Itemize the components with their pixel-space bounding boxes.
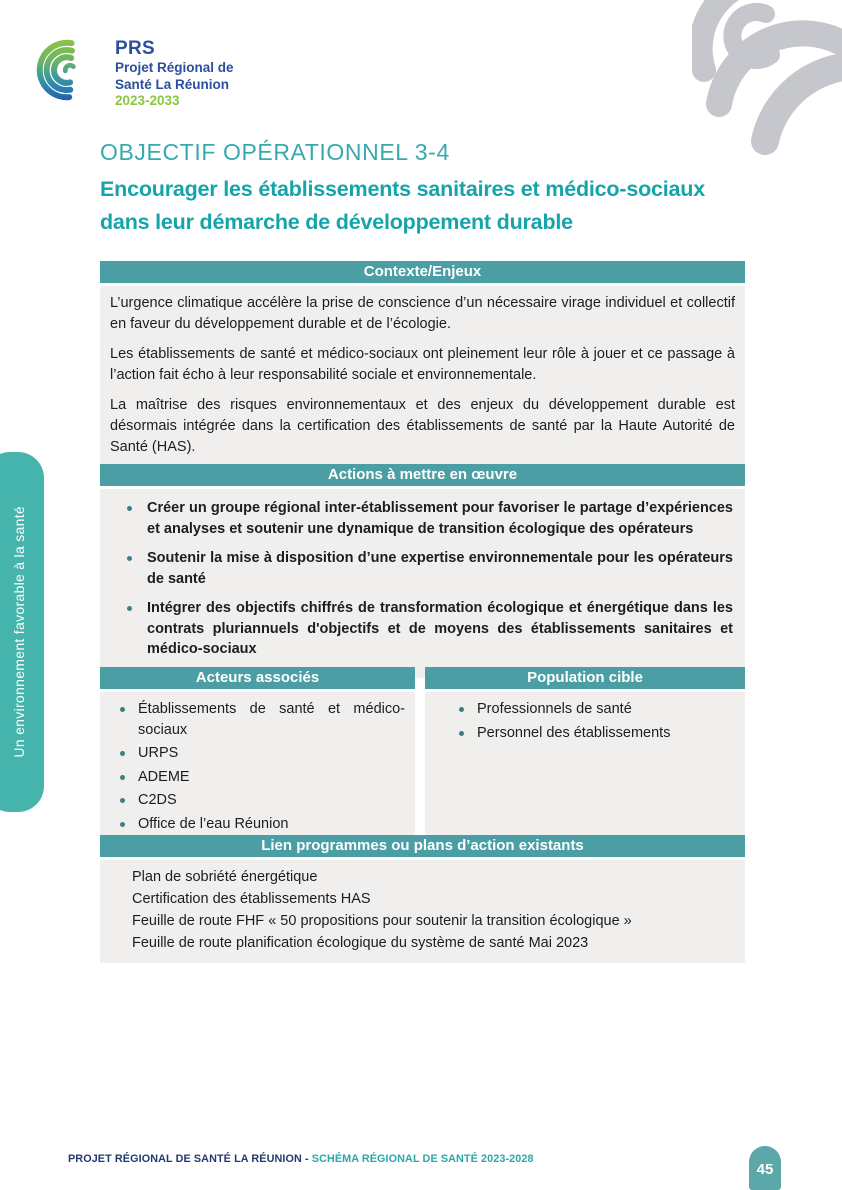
bullet-icon <box>127 506 132 511</box>
list-item <box>108 814 405 835</box>
page-title-line1: Encourager les établissements sanitaires et médico-sociaux <box>100 177 705 201</box>
section-population-cible <box>425 667 745 845</box>
list-item: Plan de sobriété énergétique <box>132 869 318 885</box>
sidebar-theme-label: Un environnement favorable à la santé <box>11 506 27 758</box>
list-item <box>108 743 405 764</box>
section-header: Lien programmes ou plans d’action existants <box>100 835 745 857</box>
bullet-icon <box>120 751 125 756</box>
logo-years: 2023-2033 <box>115 93 180 109</box>
list-item <box>108 767 405 788</box>
page-number: 45 <box>756 1161 774 1178</box>
section-liens-programmes <box>100 835 745 963</box>
decorative-swirl-icon <box>692 0 842 170</box>
section-header: Actions à mettre en œuvre <box>100 464 745 486</box>
page-number-badge <box>749 1146 781 1190</box>
bullet-icon <box>120 798 125 803</box>
section-header: Population cible <box>425 667 745 689</box>
sidebar-theme-tab <box>0 452 44 812</box>
two-column-row <box>100 667 745 845</box>
prs-logo <box>30 30 234 110</box>
bullet-icon <box>459 731 464 736</box>
section-header: Contexte/Enjeux <box>100 261 745 283</box>
section-body <box>100 860 745 963</box>
list-item-text: Professionnels de santé <box>477 701 632 717</box>
list-item: L’urgence climatique accélère la prise de conscience d’un nécessaire virage individuel et collectif en faveur du développement durable et de l’écologie. <box>110 295 735 332</box>
logo-line2: Santé La Réunion <box>115 76 230 92</box>
bullet-icon <box>459 707 464 712</box>
list-item-text: Établissements de santé et médico-sociaux <box>138 701 405 738</box>
list-item-text: Office de l’eau Réunion <box>138 815 289 832</box>
bullet-icon <box>120 822 125 827</box>
section-body <box>100 692 415 845</box>
section-actions <box>100 464 745 678</box>
list-item-text: URPS <box>138 745 179 761</box>
bullet-icon <box>120 707 125 712</box>
bullet-icon <box>127 556 132 561</box>
footer <box>68 1153 534 1165</box>
list-item: Les établissements de santé et médico-sociaux ont pleinement leur rôle à jouer et ce passage à l’action fait écho à leur responsabilité sociale et environnementale. <box>110 346 735 383</box>
list-item <box>433 723 735 744</box>
bullet-icon <box>120 775 125 780</box>
list-item-text: Soutenir la mise à disposition d’une expertise environnementale pour les opérateurs de santé <box>147 550 733 587</box>
list-item: Certification des établissements HAS <box>132 891 371 907</box>
list-item <box>110 548 733 589</box>
list-item-text: Personnel des établissements <box>477 724 671 741</box>
section-body <box>100 286 745 467</box>
list-item <box>110 498 733 539</box>
section-contexte-enjeux <box>100 261 745 467</box>
list-item <box>108 699 405 740</box>
logo-line1: Projet Régional de <box>115 60 234 76</box>
list-item-text: Intégrer des objectifs chiffrés de transformation écologique et énergétique dans les contrats pluriannuels d'objectifs et de moyens des établissements sanitaires et médico-sociaux <box>147 600 733 657</box>
list-item <box>110 598 733 660</box>
list-item-text: Créer un groupe régional inter-établissement pour favoriser le partage d’expériences et analyses et soutenir une dynamique de transition écologique des opérateurs <box>147 500 733 537</box>
section-body <box>100 489 745 678</box>
section-acteurs-associes <box>100 667 415 845</box>
logo-abbr: PRS <box>115 38 155 59</box>
page-title-line2: dans leur démarche de développement durable <box>100 210 573 234</box>
objective-kicker: OBJECTIF OPÉRATIONNEL 3-4 <box>100 139 450 165</box>
section-body <box>425 692 745 845</box>
footer-schema-title: SCHÉMA RÉGIONAL DE SANTÉ 2023-2028 <box>311 1153 534 1165</box>
bullet-icon <box>127 606 132 611</box>
list-item <box>108 790 405 811</box>
section-header: Acteurs associés <box>100 667 415 689</box>
footer-document-title: PROJET RÉGIONAL DE SANTÉ LA RÉUNION - <box>68 1153 312 1165</box>
list-item: Feuille de route FHF « 50 propositions pour soutenir la transition écologique » <box>132 913 632 929</box>
list-item-text: ADEME <box>138 768 190 785</box>
prs-logo-arcs-icon <box>30 30 106 110</box>
page-title <box>100 173 780 239</box>
list-item: Feuille de route planification écologique du système de santé Mai 2023 <box>132 935 589 951</box>
list-item: La maîtrise des risques environnementaux et des enjeux du développement durable est désormais intégrée dans la certification des établissements de santé par la Haute Autorité de Santé (HAS). <box>110 397 735 455</box>
list-item <box>433 699 735 720</box>
list-item-text: C2DS <box>138 792 177 808</box>
